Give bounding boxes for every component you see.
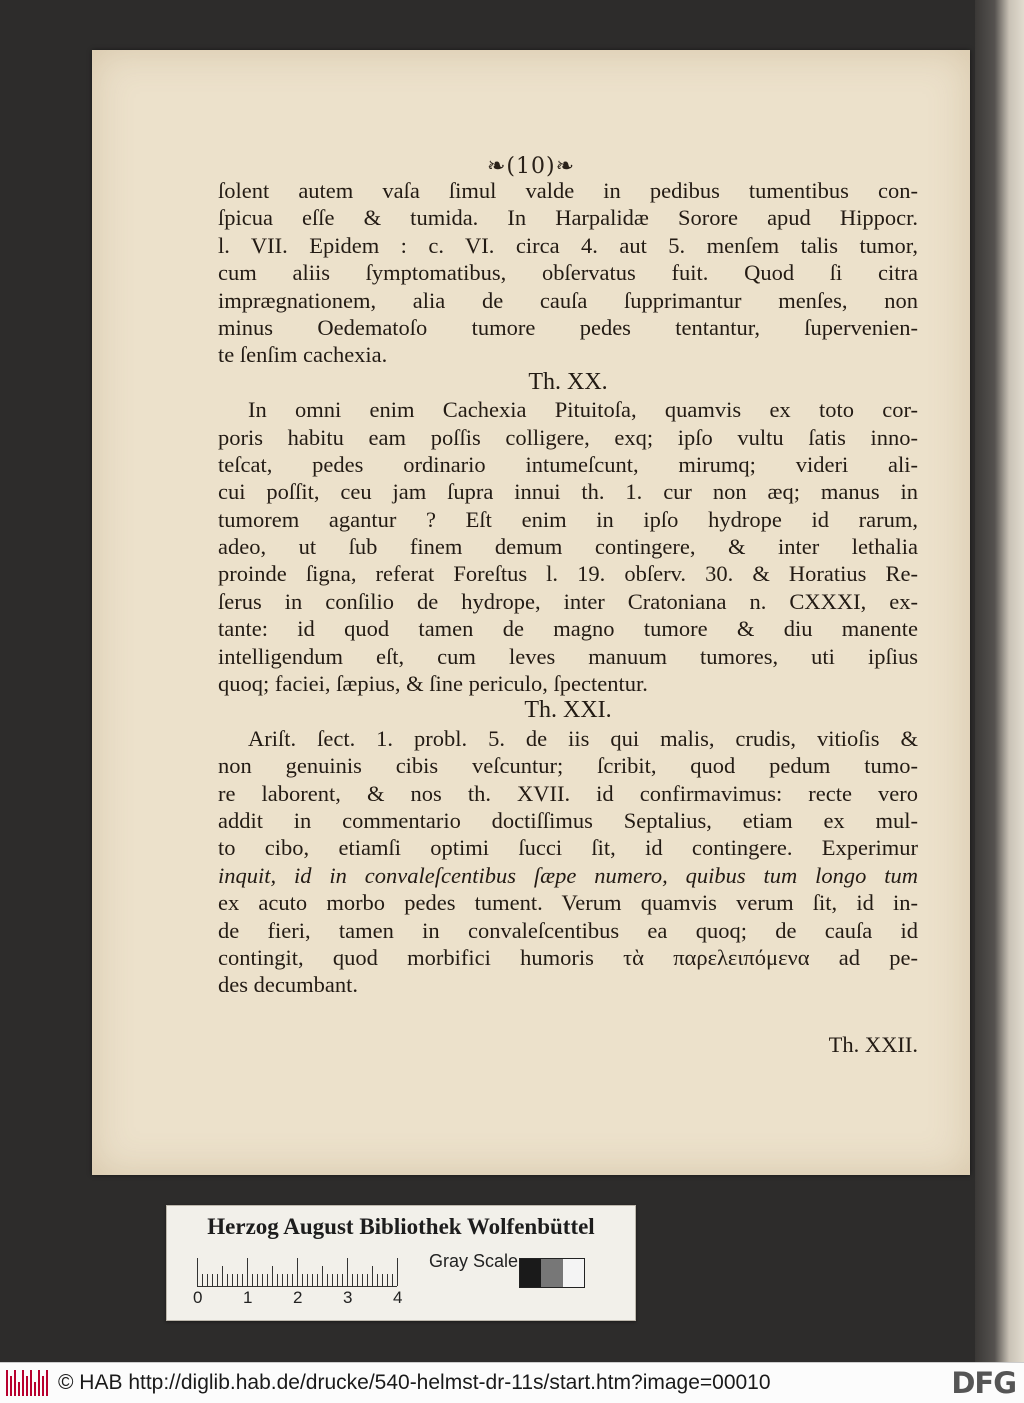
text-line: te ſenſim cachexia. <box>218 342 388 368</box>
ruler-tick <box>252 1274 253 1286</box>
ruler-tick <box>342 1274 343 1286</box>
text-line: quoq; faciei, ſæpius, & ſine periculo, ſpectentur. <box>218 671 648 697</box>
section-heading: Th. XXI. <box>524 697 612 724</box>
gray-swatch <box>541 1259 562 1287</box>
text-line: intelligendum eſt, cum leves manuum tumores, uti ipſius <box>218 643 918 669</box>
footer-bar <box>0 1362 1024 1403</box>
ruler-tick <box>237 1274 238 1286</box>
ruler-tick <box>232 1274 233 1286</box>
ruler-tick <box>212 1274 213 1286</box>
section-heading: Th. XX. <box>528 368 608 395</box>
ruler-tick <box>222 1266 223 1286</box>
ruler-tick <box>317 1274 318 1286</box>
ruler-number: 2 <box>293 1288 303 1307</box>
ruler-tick <box>297 1258 298 1286</box>
ruler-tick <box>392 1274 393 1286</box>
text-line: ex acuto morbo pedes tument. Verum quamvis verum ſit, id in- <box>218 890 918 916</box>
catchword: Th. XXII. <box>828 1031 918 1057</box>
ruler-tick <box>227 1274 228 1286</box>
text-line: inquit, id in convaleſcentibus ſæpe numero, quibus tum longo tum <box>218 862 918 888</box>
ruler-tick <box>247 1258 248 1286</box>
gray-swatch <box>563 1259 584 1287</box>
hab-logo-icon <box>6 1370 48 1396</box>
text-line: adeo, ut ſub finem demum contingere, & inter lethalia <box>218 534 918 560</box>
text-line: des decumbant. <box>218 972 358 998</box>
ruler-tick <box>352 1274 353 1286</box>
gray-swatch <box>520 1259 541 1287</box>
ruler-tick <box>387 1274 388 1286</box>
adjacent-page-edge <box>975 0 1024 1362</box>
logo-bar <box>14 1370 16 1396</box>
ruler-tick <box>262 1274 263 1286</box>
ruler-tick <box>322 1266 323 1286</box>
ruler-tick <box>367 1274 368 1286</box>
text-line: tante: id quod tamen de magno tumore & diu manente <box>218 616 918 642</box>
ruler-tick <box>257 1274 258 1286</box>
ruler-tick <box>327 1274 328 1286</box>
ruler-tick <box>202 1274 203 1286</box>
ruler-number: 1 <box>243 1288 253 1307</box>
logo-bar <box>10 1376 12 1396</box>
text-line: l. VII. Epidem : c. VI. circa 4. aut 5. menſem talis tumor, <box>218 232 918 258</box>
ruler-number: 4 <box>393 1288 403 1307</box>
ruler-number: 3 <box>343 1288 353 1307</box>
text-line: addit in commentario doctiſſimus Septalius, etiam ex mul- <box>218 807 918 833</box>
logo-bar <box>42 1376 44 1396</box>
dfg-logo: DFG <box>951 1366 1016 1400</box>
ruler-tick <box>377 1274 378 1286</box>
text-line: ſolent autem vaſa ſimul valde in pedibus tumentibus con- <box>218 178 918 203</box>
ruler-tick <box>347 1258 348 1286</box>
text-line: cui poſſit, ceu jam ſupra innui th. 1. cur non æq; manus in <box>218 479 918 505</box>
text-line: proinde ſigna, referat Foreſtus l. 19. obſerv. 30. & Horatius Re- <box>218 561 918 587</box>
ruler-tick <box>357 1274 358 1286</box>
ruler-tick <box>332 1274 333 1286</box>
page-number-header: ❧(10)❧ <box>486 154 576 179</box>
page-text <box>218 177 918 1058</box>
ruler-tick <box>312 1274 313 1286</box>
ruler-tick <box>397 1258 398 1286</box>
text-line: In omni enim Cachexia Pituitoſa, quamvis ex toto cor- <box>248 397 918 423</box>
text-line: Ariſt. ſect. 1. probl. 5. de iis qui malis, crudis, vitioſis & <box>248 725 918 751</box>
text-line: re laborent, & nos th. XVII. id confirmavimus: recte vero <box>218 780 918 806</box>
ruler-tick <box>272 1266 273 1286</box>
library-color-card <box>166 1205 636 1321</box>
logo-bar <box>6 1370 8 1396</box>
gray-scale-swatches <box>519 1258 585 1288</box>
ruler-tick <box>292 1274 293 1286</box>
logo-bar <box>22 1370 24 1396</box>
text-line: to cibo, etiamſi optimi ſucci ſit, id contingere. Experimur <box>218 835 918 861</box>
ruler-tick <box>207 1274 208 1286</box>
ruler-tick <box>337 1274 338 1286</box>
logo-bar <box>38 1370 40 1396</box>
gray-scale-label: Gray Scale <box>429 1251 519 1271</box>
logo-bar <box>46 1370 48 1396</box>
text-line: poris habitu eam poſſis colligere, exq; ipſo vultu ſatis inno- <box>218 424 918 450</box>
scale-ruler <box>197 1256 417 1286</box>
ruler-tick <box>277 1274 278 1286</box>
copyright-url[interactable]: © HAB http://diglib.hab.de/drucke/540-helmst-dr-11s/start.htm?image=00010 <box>58 1371 771 1394</box>
text-line: contingit, quod morbifici humoris τὰ παρελειπόμενα ad pe- <box>218 944 918 970</box>
ruler-tick <box>282 1274 283 1286</box>
ruler-tick <box>287 1274 288 1286</box>
ruler-tick <box>372 1266 373 1286</box>
text-line: de fieri, tamen in convaleſcentibus ea quoq; de cauſa id <box>218 917 918 943</box>
ruler-number: 0 <box>193 1288 203 1307</box>
logo-bar <box>34 1382 36 1396</box>
text-line: ſpicua eſſe & tumida. In Harpalidæ Sorore apud Hippocr. <box>218 205 918 231</box>
text-line: cum aliis ſymptomatibus, obſervatus fuit. Quod ſi citra <box>218 260 918 286</box>
text-line: ſerus in conſilio de hydrope, inter Cratoniana n. CXXXI, ex- <box>218 588 918 614</box>
ruler-tick <box>217 1274 218 1286</box>
logo-bar <box>18 1382 20 1396</box>
logo-bar <box>30 1370 32 1396</box>
ruler-tick <box>307 1274 308 1286</box>
text-line: imprægnationem, alia de cauſa ſupprimantur menſes, non <box>218 287 918 313</box>
logo-bar <box>26 1376 28 1396</box>
text-line: teſcat, pedes ordinario intumeſcunt, mirumq; videri ali- <box>218 451 918 477</box>
ruler-tick <box>362 1274 363 1286</box>
text-line: non genuinis cibis veſcuntur; ſcribit, quod pedum tumo- <box>218 753 918 779</box>
ruler-tick <box>197 1258 198 1286</box>
ruler-tick <box>382 1274 383 1286</box>
ruler-tick <box>302 1274 303 1286</box>
ruler-tick <box>267 1274 268 1286</box>
text-line: tumorem agantur ? Eſt enim in ipſo hydrope id rarum, <box>218 506 918 532</box>
text-line: minus Oedematoſo tumore pedes tentantur, ſupervenien- <box>218 314 918 340</box>
library-name: Herzog August Bibliothek Wolfenbüttel <box>207 1214 595 1239</box>
ruler-tick <box>242 1274 243 1286</box>
ruler-baseline <box>197 1286 397 1287</box>
